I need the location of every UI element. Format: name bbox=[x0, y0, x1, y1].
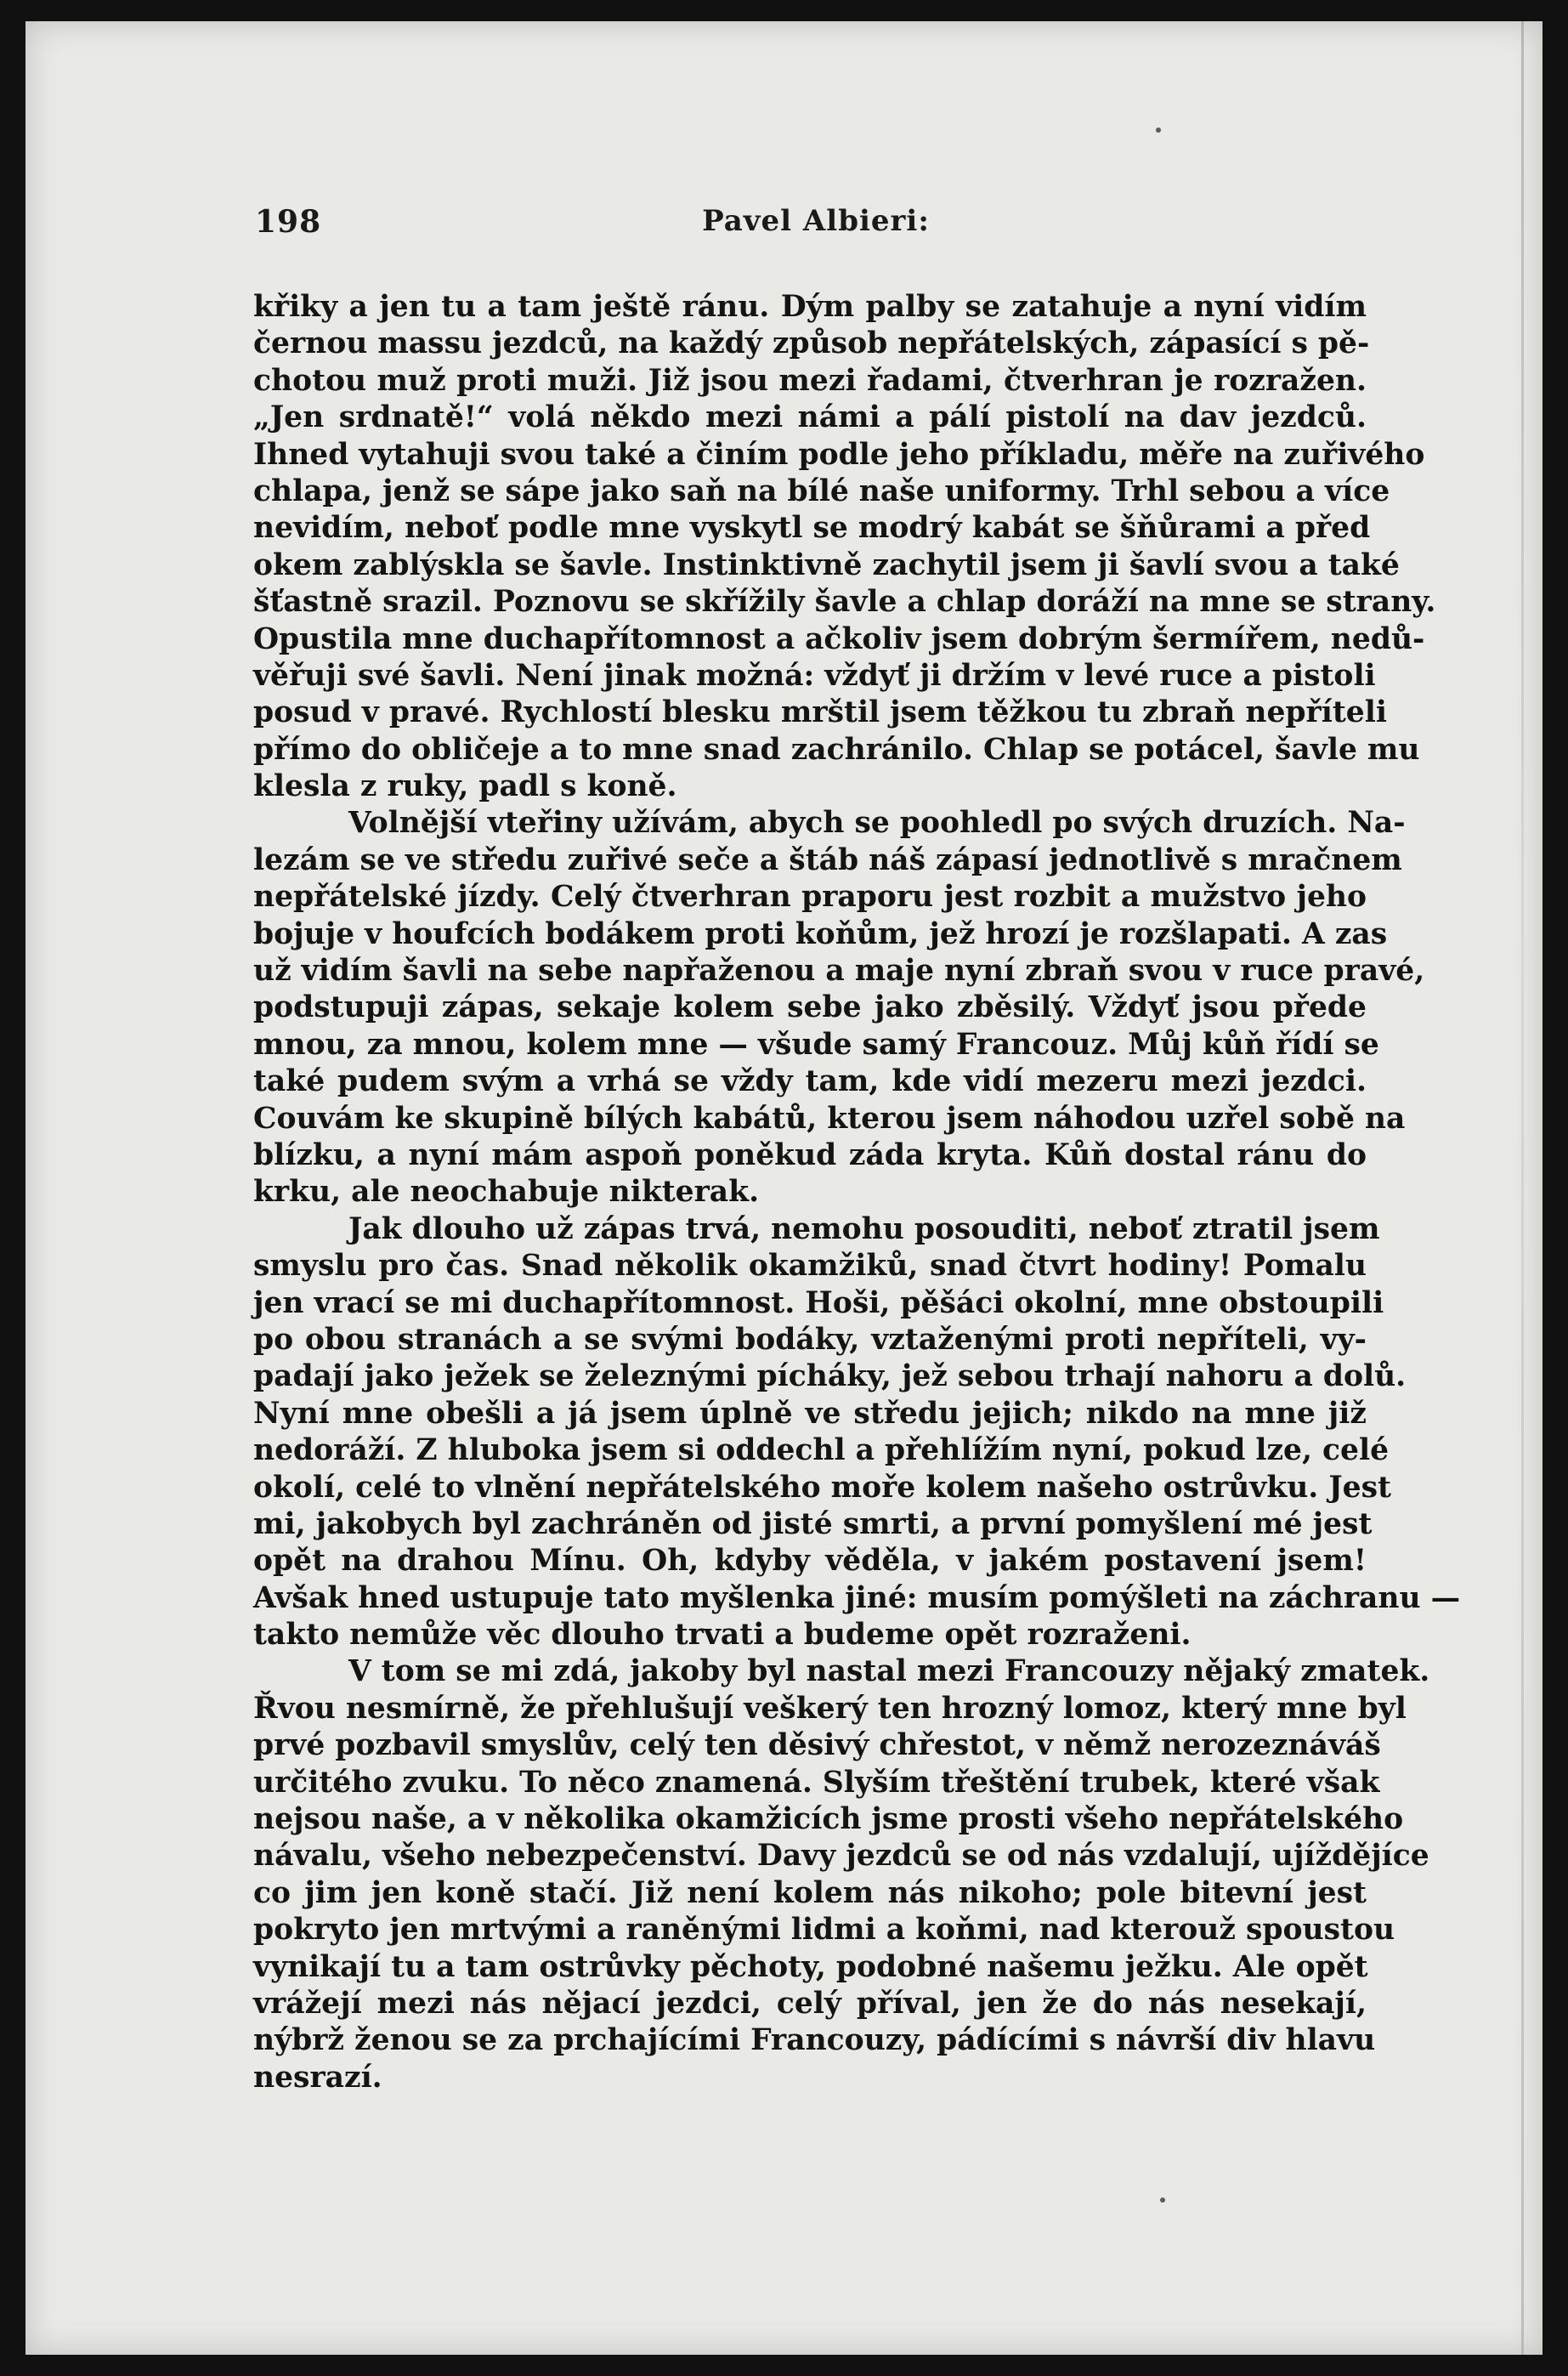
text-line: V tom se mi zdá, jakoby byl nastal mezi Francouzy nějaký zmatek. bbox=[348, 1654, 1430, 1689]
text-line: nevidím, neboť podle mne vyskytl se modrý kabát se šňůrami a před bbox=[253, 511, 1371, 546]
body-text bbox=[253, 289, 1461, 2096]
text-line: chlapa, jenž se sápe jako saň na bílé naše uniformy. Trhl sebou a více bbox=[253, 473, 1390, 508]
text-line: Řvou nesmírně, že přehlušují veškerý ten hrozný lomoz, který mne byl bbox=[253, 1691, 1407, 1726]
print-speck bbox=[1156, 128, 1161, 133]
text-line: Ihned vytahuji svou také a činím podle jeho příkladu, měře na zuřivého bbox=[253, 437, 1425, 472]
text-line: klesla z ruky, padl s koně. bbox=[253, 769, 677, 804]
paragraph bbox=[253, 1211, 1461, 1654]
text-line: chotou muž proti muži. Již jsou mezi řadami, čtverhran je rozražen. bbox=[253, 363, 1367, 398]
print-speck bbox=[1160, 2197, 1165, 2203]
text-line: Volnější vteřiny užívám, abych se poohledl po svých druzích. Na- bbox=[348, 806, 1406, 841]
text-line: po obou stranách a se svými bodáky, vztaženými proti nepříteli, vy- bbox=[253, 1322, 1367, 1357]
paragraph bbox=[253, 289, 1436, 805]
text-line: Nyní mne obešli a já jsem úplně ve středu jejich; nikdo na mne již bbox=[253, 1396, 1367, 1431]
text-line: nejsou naše, a v několika okamžicích jsme prosti všeho nepřátelského bbox=[253, 1802, 1404, 1837]
text-line: nepřátelské jízdy. Celý čtverhran praporu jest rozbit a mužstvo jeho bbox=[253, 880, 1367, 915]
text-line: šťastně srazil. Poznovu se skřížily šavle a chlap doráží na mne se strany. bbox=[253, 585, 1436, 620]
text-line: Couvám ke skupině bílých kabátů, kterou jsem náhodou uzřel sobě na bbox=[253, 1101, 1406, 1136]
text-line: posud v pravé. Rychlostí blesku mrštil jsem těžkou tu zbraň nepříteli bbox=[253, 695, 1387, 730]
text-line: jen vrací se mi duchapřítomnost. Hoši, pěšáci okolní, mne obstoupili bbox=[253, 1285, 1384, 1320]
text-line: křiky a jen tu a tam ještě ránu. Dým palby se zatahuje a nyní vidím bbox=[253, 290, 1367, 324]
paragraph bbox=[253, 1653, 1430, 2096]
paragraph bbox=[253, 805, 1425, 1211]
text-line: mi, jakobych byl zachráněn od jisté smrti, a první pomyšlení mé jest bbox=[253, 1506, 1373, 1541]
text-line: Jak dlouho už zápas trvá, nemohu posouditi, neboť ztratil jsem bbox=[348, 1211, 1380, 1246]
text-line: také pudem svým a vrhá se vždy tam, kde vidí mezeru mezi jezdci. bbox=[253, 1064, 1367, 1099]
text-line: bojuje v houfcích bodákem proti koňům, jež hrozí je rozšlapati. A zas bbox=[253, 916, 1388, 951]
text-line: nýbrž ženou se za prchajícími Francouzy, pádícími s návrší div hlavu bbox=[253, 2023, 1376, 2058]
text-line: už vidím šavli na sebe napřaženou a maje nyní zbraň svou v ruce pravé, bbox=[253, 954, 1425, 989]
text-line: padají jako ježek se železnými pícháky, jež sebou trhají nahoru a dolů. bbox=[253, 1359, 1407, 1394]
text-line: věřuji své šavli. Není jinak možná: vždyť ji držím v levé ruce a pistoli bbox=[253, 658, 1376, 693]
book-page bbox=[25, 21, 1543, 2355]
text-line: opět na drahou Mínu. Oh, kdyby věděla, v jakém postavení jsem! bbox=[253, 1544, 1367, 1579]
text-line: určitého zvuku. To něco znamená. Slyším třeštění trubek, které však bbox=[253, 1765, 1380, 1800]
text-line: okolí, celé to vlnění nepřátelského moře kolem našeho ostrůvku. Jest bbox=[253, 1470, 1391, 1505]
text-line: Opustila mne duchapřítomnost a ačkoliv jsem dobrým šermířem, nedů- bbox=[253, 621, 1425, 656]
text-line: nedoráží. Z hluboka jsem si oddechl a přehlížím nyní, pokud lze, celé bbox=[253, 1433, 1390, 1468]
page-header bbox=[255, 204, 1377, 247]
text-line: okem zablýskla se šavle. Instinktivně zachytil jsem ji šavlí svou a také bbox=[253, 547, 1400, 582]
text-line: „Jen srdnatě!“ volá někdo mezi námi a pálí pistolí na dav jezdců. bbox=[253, 400, 1367, 435]
text-line: smyslu pro čas. Snad několik okamžiků, snad čtvrt hodiny! Pomalu bbox=[253, 1249, 1367, 1284]
text-line: přímo do obličeje a to mne snad zachránilo. Chlap se potácel, šavle mu bbox=[253, 732, 1420, 767]
text-line: podstupuji zápas, sekaje kolem sebe jako zběsilý. Vždyť jsou přede bbox=[253, 990, 1367, 1025]
text-line: lezám se ve středu zuřivé seče a štáb náš zápasí jednotlivě s mračnem bbox=[253, 842, 1402, 877]
text-line: černou massu jezdců, na každý způsob nepřátelských, zápasící s pě- bbox=[253, 326, 1370, 361]
text-line: pokryto jen mrtvými a raněnými lidmi a koňmi, nad kterouž spoustou bbox=[253, 1913, 1395, 1948]
text-line: prvé pozbavil smyslův, celý ten děsivý chřestot, v němž nerozeznáváš bbox=[253, 1728, 1381, 1763]
text-line: blízku, a nyní mám aspoň poněkud záda kryta. Kůň dostal ránu do bbox=[253, 1137, 1367, 1172]
text-line: takto nemůže věc dlouho trvati a budeme opět rozraženi. bbox=[253, 1618, 1192, 1653]
text-line: vrážejí mezi nás nějací jezdci, celý příval, jen že do nás nesekají, bbox=[253, 1986, 1367, 2021]
text-line: nesrazí. bbox=[253, 2060, 382, 2095]
text-line: co jim jen koně stačí. Již není kolem nás nikoho; pole bitevní jest bbox=[253, 1875, 1367, 1910]
text-line: návalu, všeho nebezpečenství. Davy jezdců se od nás vzdalují, ujíždějíce bbox=[253, 1839, 1429, 1874]
running-head: Pavel Albieri: bbox=[702, 204, 930, 238]
text-line: Avšak hned ustupuje tato myšlenka jiné: musím pomýšleti na záchranu — bbox=[253, 1580, 1461, 1615]
text-line: vynikají tu a tam ostrůvky pěchoty, podobné našemu ježku. Ale opět bbox=[253, 1949, 1368, 1984]
page-number: 198 bbox=[255, 204, 322, 240]
text-line: krku, ale neochabuje nikterak. bbox=[253, 1175, 760, 1210]
text-line: mnou, za mnou, kolem mne — všude samý Francouz. Můj kůň řídí se bbox=[253, 1027, 1379, 1062]
